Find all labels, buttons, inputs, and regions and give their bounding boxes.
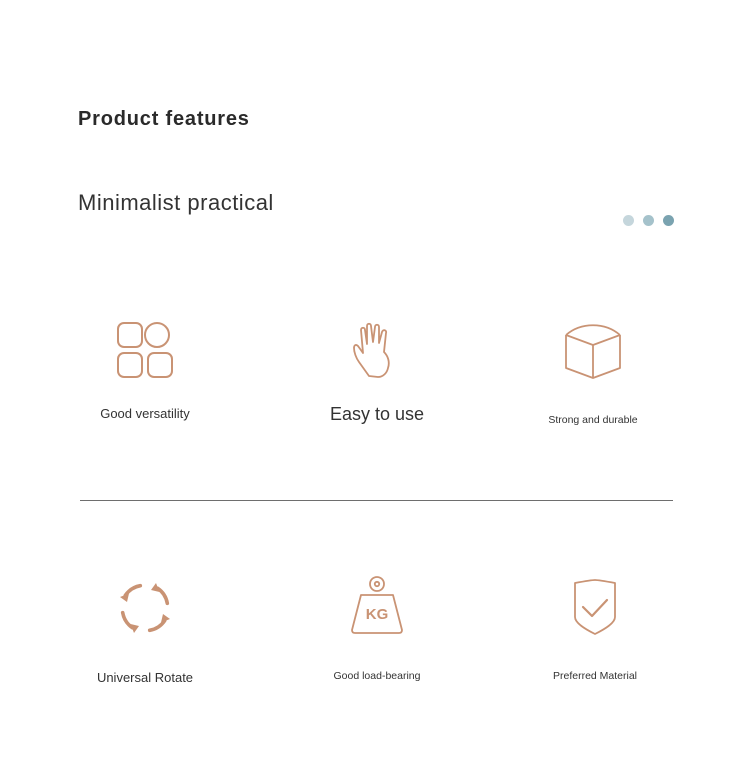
carousel-dot[interactable]: [623, 215, 634, 226]
kg-weight-icon: [347, 575, 407, 635]
kg-weight-label: KG: [365, 606, 389, 623]
feature-good-load-bearing: [277, 575, 477, 682]
page-title: Product features: [78, 108, 250, 130]
feature-easy-to-use: [277, 320, 477, 425]
grid-icon: [115, 320, 175, 380]
feature-label: Good load-bearing: [333, 670, 421, 682]
hand-icon: [347, 320, 407, 380]
feature-strong-durable: [493, 320, 693, 426]
carousel-dot-active[interactable]: [663, 215, 674, 226]
shield-check-icon: [572, 578, 618, 636]
feature-label: Universal Rotate: [96, 670, 194, 685]
rotate-icon: [117, 580, 173, 636]
feature-label: Easy to use: [329, 404, 425, 424]
feature-good-versatility: [45, 320, 245, 421]
feature-universal-rotate: [45, 580, 245, 685]
box-icon: [563, 320, 623, 380]
page-subtitle: Minimalist practical: [78, 190, 274, 215]
section-divider: [80, 500, 673, 501]
carousel-dot[interactable]: [643, 215, 654, 226]
feature-label: Preferred Material: [552, 670, 638, 682]
feature-preferred-material: [495, 578, 695, 682]
feature-label: Strong and durable: [548, 414, 638, 426]
feature-label: Good versatility: [100, 406, 190, 421]
carousel-indicator: [623, 215, 674, 226]
